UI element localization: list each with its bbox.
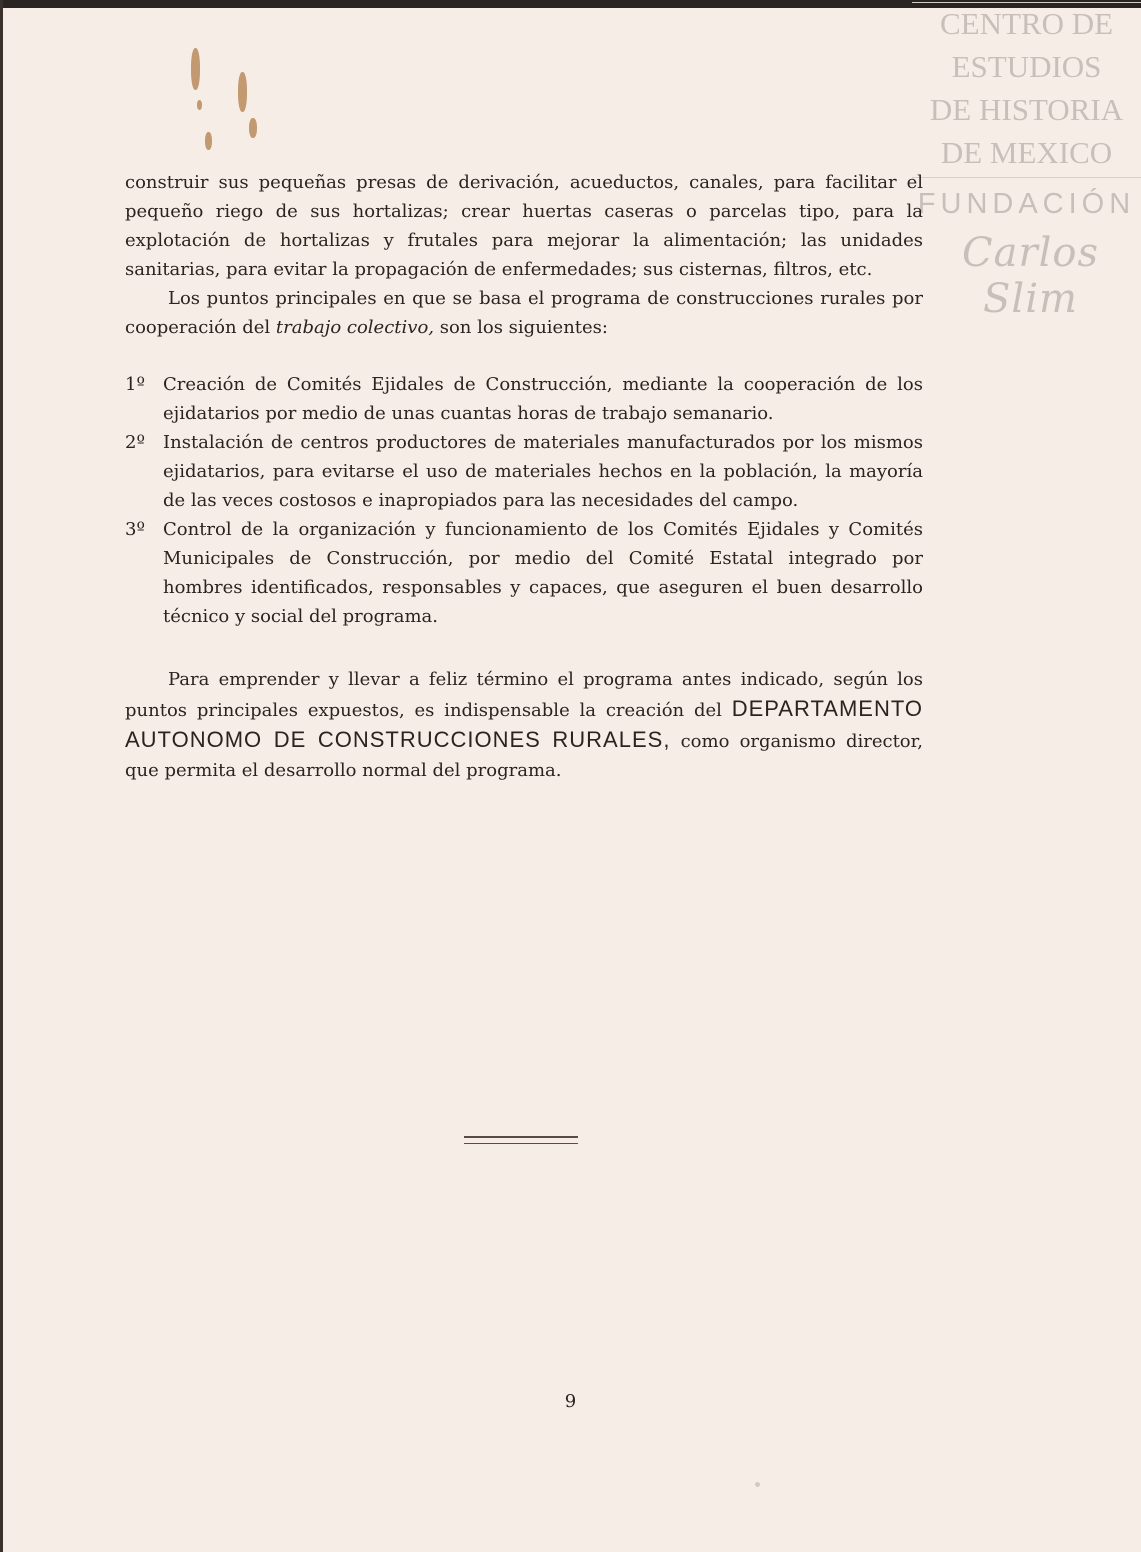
list-item (125, 370, 923, 428)
watermark-signature: Carlos Slim (962, 230, 1099, 322)
paragraph-text: como organismo director, que permita el desarrollo normal del programa. (125, 731, 923, 781)
watermark-divider (912, 177, 1141, 178)
paragraph-principal-points (125, 284, 923, 342)
list-text: Instalación de centros productores de materiales manufacturados por los mismos ejidatarios, para evitarse el uso de materiales hechos en la población, la mayoría de las veces costosos e inapropiados para las necesidades del campo. (163, 432, 923, 511)
scan-left-edge (0, 0, 3, 1552)
document-body (125, 168, 923, 785)
section-divider (464, 1136, 578, 1144)
paper-speck (755, 1482, 760, 1487)
paragraph-text: Para emprender y llevar a feliz término el programa antes indicado, según los puntos principales expuestos, es indispensable la creación del (125, 669, 923, 721)
watermark-line: CENTRO DE (939, 6, 1114, 41)
list-number: 3º (125, 519, 145, 540)
watermark-line: DE MEXICO (940, 135, 1113, 170)
paragraph-text: Los puntos principales en que se basa el programa de construcciones rurales por cooperación del (125, 288, 923, 338)
paragraph-text: son los siguientes: (434, 317, 608, 338)
list-item (125, 515, 923, 631)
list-item (125, 428, 923, 515)
watermark-line: DE HISTORIA (929, 92, 1124, 127)
watermark-border (912, 2, 1141, 3)
italic-term: trabajo colectivo, (275, 317, 435, 338)
watermark-line: ESTUDIOS (951, 49, 1102, 84)
watermark-foundation: FUNDACIÓN (917, 188, 1136, 220)
paragraph-intro: construir sus pequeñas presas de derivación, acueductos, canales, para facilitar el pequeño riego de sus hortalizas; crear huertas caseras o parcelas tipo, para la explotación de hortalizas y frutales para mejorar la alimentación; las unidades sanitarias, para evitar la propagación de enfermedades; sus cisternas, filtros, etc. (125, 172, 923, 280)
archive-watermark (912, 2, 1141, 322)
page-number: 9 (564, 1391, 577, 1412)
list-text: Control de la organización y funcionamiento de los Comités Ejidales y Comités Municipales de Construcción, por medio del Comité Estatal integrado por hombres identificados, responsables y capaces, que aseguren el buen desarrollo técnico y social del programa. (163, 519, 923, 627)
paragraph-conclusion (125, 665, 923, 785)
list-text: Creación de Comités Ejidales de Construcción, mediante la cooperación de los ejidatarios por medio de unas cuantas horas de trabajo semanario. (163, 374, 923, 424)
list-number: 1º (125, 374, 145, 395)
list-number: 2º (125, 432, 145, 453)
department-name: DEPARTAMENTO AUTONOMO DE CONSTRUCCIONES RURALES, (125, 696, 923, 752)
